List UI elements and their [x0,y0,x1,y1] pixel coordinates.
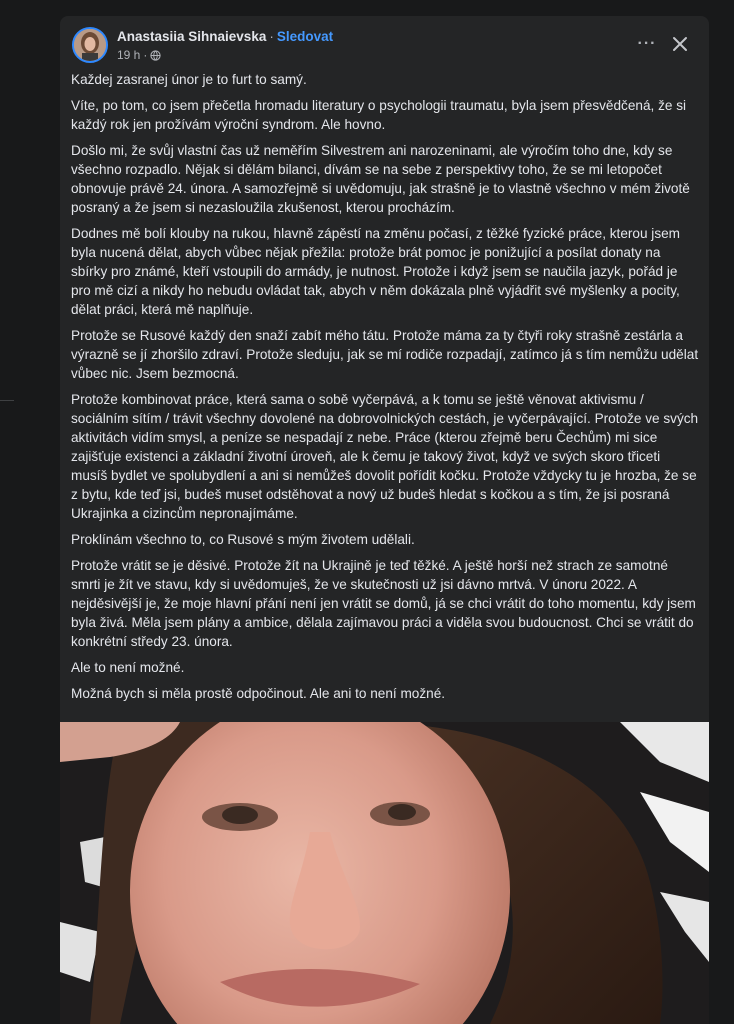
post-time[interactable]: 19 h [117,48,141,62]
paragraph: Možná bych si měla prostě odpočinout. Ale ani to není možné. [71,686,446,701]
paragraph: Ale to není možné. [71,660,185,675]
follow-link[interactable]: Sledovat [276,29,334,44]
post-text [71,70,699,710]
post-meta [117,48,161,62]
time-separator: · [143,48,148,62]
paragraph: Víte, po tom, co jsem přečetla hromadu literatury o psychologii traumatu, byla jsem přesvědčená, že si každý rok jen prožívám výroční syndrom. Ale hovno. [71,98,687,132]
paragraph: Došlo mi, že svůj vlastní čas už neměřím Silvestrem ani narozeninami, ale výročím toho dne, kdy se všechno rozpadlo. Nějak si dělám bilanci, dívám se na sebe z perspektivy toho, že se mi letopočet obnovuje právě 24. února. A samozřejmě si uvědomuju, jak strašně je to vlastně všechno v mém životě posraný a že jsem si nezasloužila zkušenost, kterou procházím. [71,143,690,215]
post-header [60,16,709,72]
post-photo[interactable] [60,722,709,1024]
close-icon[interactable] [670,34,690,54]
paragraph: Proklínám všechno to, co Rusové s mým životem udělali. [71,532,415,547]
paragraph: Dodnes mě bolí klouby na rukou, hlavně zápěstí na změnu počasí, z těžké fyzické práce, kterou jsem byla nucená dělat, abych vůbec nějak přežila: protože brát pomoc je ponižující a posílat donaty na sbírky pro známé, kteří vstoupili do armády, je nutnost. Protože i když jsem se naučila jazyk, pořád je pro mě cizí a nikdy ho nebudu ovládat tak, abych v něm dokázala plně vyjádřit své myšlenky a pocity, dělat práci, která mě naplňuje. [71,226,681,317]
paragraph: Protože vrátit se je děsivé. Protože žít na Ukrajině je teď těžké. A ještě horší než strach ze samotné smrti je žít ve stavu, kdy si uvědomuješ, že ve skutečnosti už jsi dávno mrtvá. V únoru 2022. A nejděsivější je, že moje hlavní přání není jen vrátit se domů, já se chci vrátit do toho momentu, kdy jsem byla živá. Měla jsem plány a ambice, dělala zajímavou práci a viděla svou budoucnost. Chci se vrátit do konkrétní středy 23. února. [71,558,696,649]
paragraph: Protože kombinovat práce, která sama o sobě vyčerpává, a k tomu se ještě věnovat aktivismu / sociálním sítím / trávit všechny dovolené na dobrovolnických cestách, je vyčerpávající. Protože ve svých aktivitách vidím smysl, a peníze se nespadají z nebe. Práce (kterou zřejmě beru Čechům) mi sice zajišťuje existenci a základní životní úroveň, ale k čemu je takový život, když ve svých skoro třiceti musíš bydlet ve spolubydlení a ani si nemůžeš dovolit pořídit kočku. Protože vždycky tu je hrozba, že se z bytu, kde teď jsi, budeš muset odstěhovat a nový už budeš hledat s kočkou a s tím, že jsi posraná Ukrajinka a cizincům nepronajímáme. [71,392,699,521]
avatar[interactable] [72,27,108,63]
author-name[interactable]: Anastasiia Sihnaievska [117,29,267,44]
divider [0,400,14,401]
more-icon[interactable]: ··· [637,35,657,52]
author-separator: · [269,29,274,44]
globe-icon [150,50,161,61]
paragraph: Protože se Rusové každý den snaží zabít mého tátu. Protože máma za ty čtyři roky strašně zestárla a výrazně se jí zhoršilo zdraví. Protože sleduju, jak se mí rodiče rozpadají, zatímco já s tím nemůžu udělat vůbec nic. Jsem bezmocná. [71,328,699,381]
author-line [117,29,333,44]
post-card [60,16,709,1024]
paragraph: Každej zasranej únor je to furt to samý. [71,72,307,87]
